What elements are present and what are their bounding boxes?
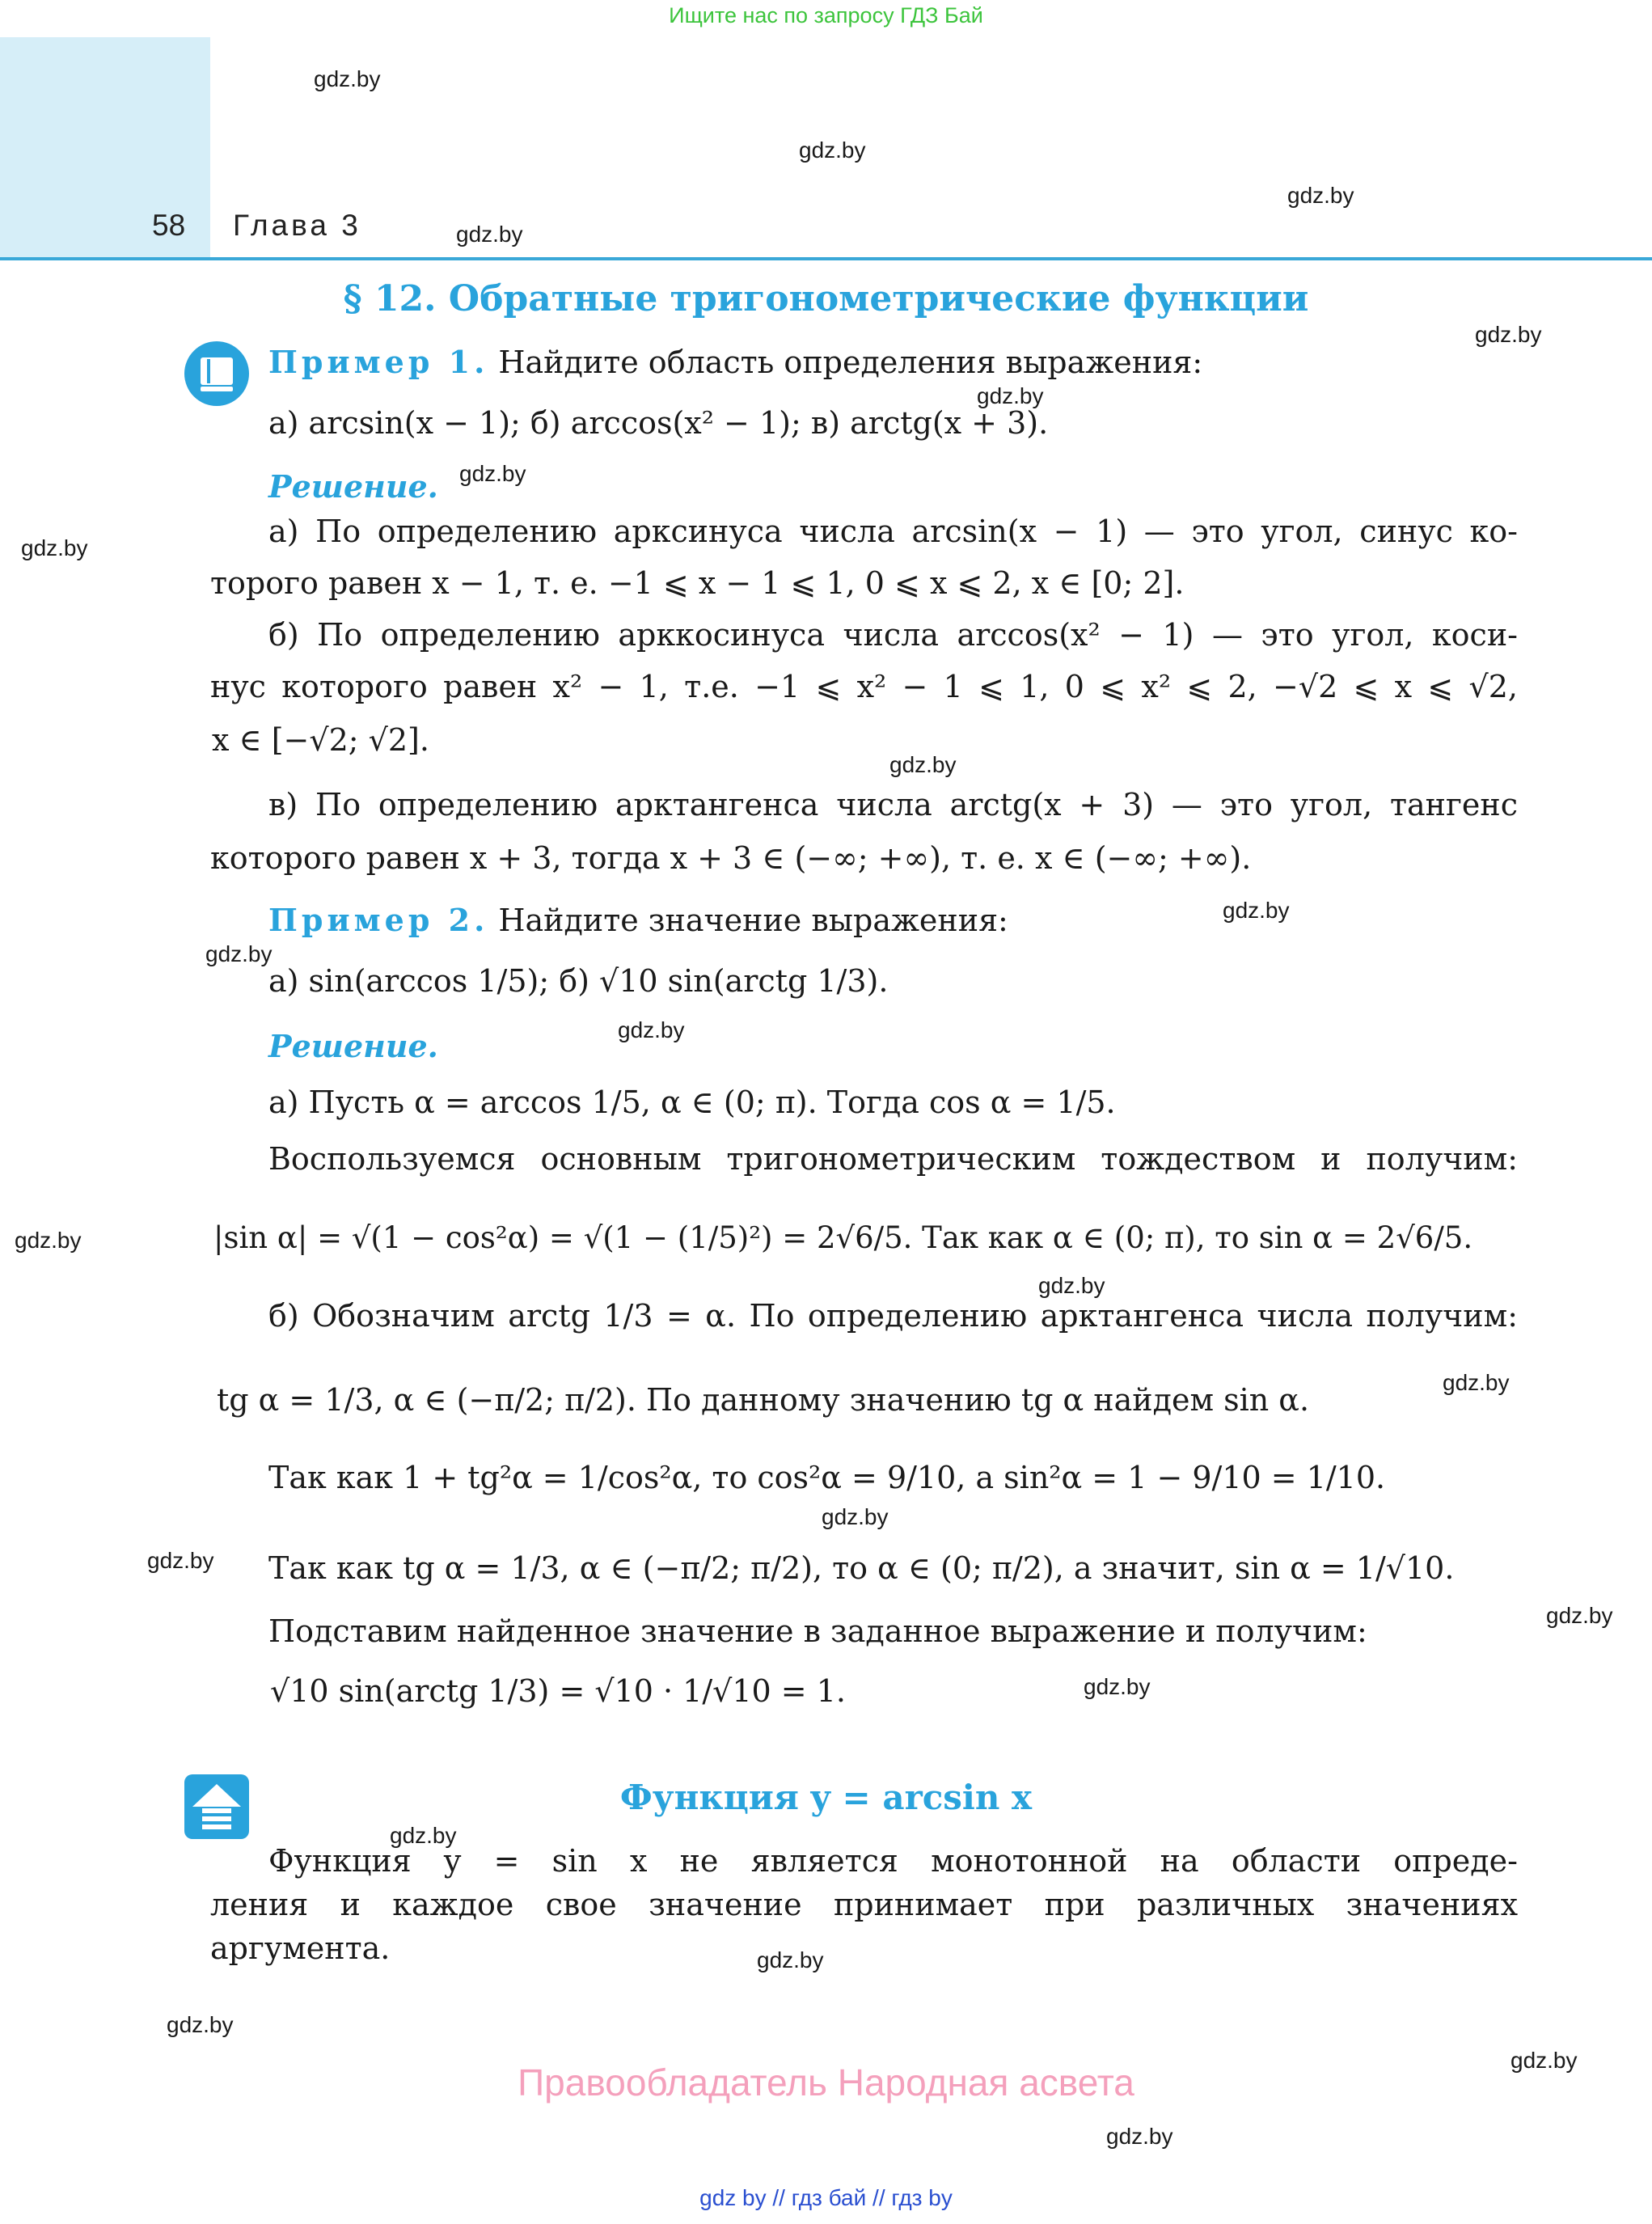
example-2-solution-label: Решение. bbox=[268, 1028, 438, 1064]
watermark: gdz.by bbox=[799, 137, 866, 163]
watermark: gdz.by bbox=[1223, 898, 1290, 923]
example-1-line: x ∈ [−√2; √2]. bbox=[212, 722, 429, 758]
watermark: gdz.by bbox=[15, 1228, 82, 1253]
subsection-line: аргумента. bbox=[210, 1930, 391, 1966]
watermark: gdz.by bbox=[1287, 183, 1354, 208]
example-2-line: Воспользуемся основным тригонометрическим тождеством и получим: bbox=[268, 1141, 1518, 1177]
example-1-solution-label: Решение. bbox=[268, 468, 438, 505]
example-1-task: Найдите область определения выражения: bbox=[488, 345, 1203, 380]
search-banner: Ищите нас по запросу ГДЗ Бай bbox=[669, 3, 983, 27]
watermark: gdz.by bbox=[757, 1947, 824, 1972]
watermark: gdz.by bbox=[390, 1823, 457, 1848]
example-1-line: б) По определению арккосинуса числа arccos(x² − 1) — это угол, коси- bbox=[268, 617, 1518, 653]
watermark: gdz.by bbox=[618, 1017, 685, 1042]
watermark: gdz.by bbox=[822, 1504, 889, 1529]
example-1-items: а) arcsin(x − 1); б) arccos(x² − 1); в) arctg(x + 3). bbox=[268, 405, 1049, 441]
watermark: gdz.by bbox=[1510, 2048, 1578, 2073]
watermark: gdz.by bbox=[167, 2012, 234, 2037]
subsection-title: Функция y = arcsin x bbox=[619, 1778, 1033, 1817]
watermark: gdz.by bbox=[977, 383, 1044, 408]
watermark: gdz.by bbox=[1106, 2124, 1173, 2149]
watermark: gdz.by bbox=[1038, 1273, 1105, 1298]
copyright-holder: Правообладатель Народная асвета bbox=[518, 2061, 1134, 2103]
example-2-line: Подставим найденное значение в заданное выражение и получим: bbox=[268, 1613, 1367, 1649]
example-1-line: торого равен x − 1, т. е. −1 ⩽ x − 1 ⩽ 1, 0 ⩽ x ⩽ 2, x ∈ [0; 2]. bbox=[210, 565, 1185, 601]
example-2-line: tg α = 1/3, α ∈ (−π/2; π/2). По данному значению tg α найдем sin α. bbox=[217, 1382, 1310, 1418]
example-2-line: √10 sin(arctg 1/3) = √10 · 1/√10 = 1. bbox=[270, 1673, 846, 1709]
watermark: gdz.by bbox=[1475, 322, 1542, 347]
watermark: gdz.by bbox=[147, 1548, 214, 1573]
subsection-line: Функция y = sin x не является монотонной на области опреде- bbox=[268, 1843, 1518, 1879]
example-2-heading bbox=[268, 901, 1008, 941]
watermark: gdz.by bbox=[1443, 1370, 1510, 1395]
example-1-line: которого равен x + 3, тогда x + 3 ∈ (−∞; +∞), т. е. x ∈ (−∞; +∞). bbox=[210, 840, 1252, 876]
example-2-line: Так как 1 + tg²α = 1/cos²α, то cos²α = 9/10, а sin²α = 1 − 9/10 = 1/10. bbox=[268, 1460, 1386, 1495]
example-2-label: Пример 2. bbox=[268, 902, 489, 938]
watermark: gdz.by bbox=[459, 461, 526, 486]
header-divider bbox=[0, 257, 1652, 260]
footer-links[interactable]: gdz by // гдз бай // гдз by bbox=[699, 2185, 953, 2210]
page-number: 58 bbox=[152, 209, 186, 242]
example-2-line: б) Обозначим arctg 1/3 = α. По определению арктангенса числа получим: bbox=[268, 1298, 1518, 1334]
example-2-line: Так как tg α = 1/3, α ∈ (−π/2; π/2), то α ∈ (0; π/2), а значит, sin α = 1/√10. bbox=[268, 1550, 1455, 1586]
example-1-line: а) По определению арксинуса числа arcsin(x − 1) — это угол, синус ко- bbox=[268, 514, 1518, 549]
example-2-line: а) Пусть α = arccos 1/5, α ∈ (0; π). Тогда cos α = 1/5. bbox=[268, 1085, 1116, 1120]
watermark: gdz.by bbox=[314, 66, 381, 91]
watermark: gdz.by bbox=[456, 222, 523, 247]
example-2-task: Найдите значение выражения: bbox=[488, 903, 1008, 938]
book-icon bbox=[183, 340, 251, 408]
watermark: gdz.by bbox=[1546, 1603, 1613, 1628]
subsection-line: ления и каждое свое значение принимает при различных значениях bbox=[210, 1887, 1518, 1922]
watermark: gdz.by bbox=[205, 941, 273, 966]
example-2-items: а) sin(arccos 1/5); б) √10 sin(arctg 1/3). bbox=[268, 963, 889, 999]
chapter-title: Глава 3 bbox=[233, 209, 361, 242]
watermark: gdz.by bbox=[1084, 1674, 1151, 1699]
example-1-heading bbox=[268, 343, 1202, 383]
example-1-label: Пример 1. bbox=[268, 344, 489, 380]
example-1-line: нус которого равен x² − 1, т.е. −1 ⩽ x² − 1 ⩽ 1, 0 ⩽ x² ⩽ 2, −√2 ⩽ x ⩽ √2, bbox=[210, 669, 1518, 704]
watermark: gdz.by bbox=[21, 535, 88, 560]
watermark: gdz.by bbox=[889, 752, 957, 777]
example-2-line: |sin α| = √(1 − cos²α) = √(1 − (1/5)²) = 2√6/5. Так как α ∈ (0; π), то sin α = 2√6/5. bbox=[213, 1220, 1473, 1255]
example-1-line: в) По определению арктангенса числа arctg(x + 3) — это угол, тангенс bbox=[268, 787, 1518, 822]
section-title: § 12. Обратные тригонометрические функции bbox=[343, 278, 1309, 319]
